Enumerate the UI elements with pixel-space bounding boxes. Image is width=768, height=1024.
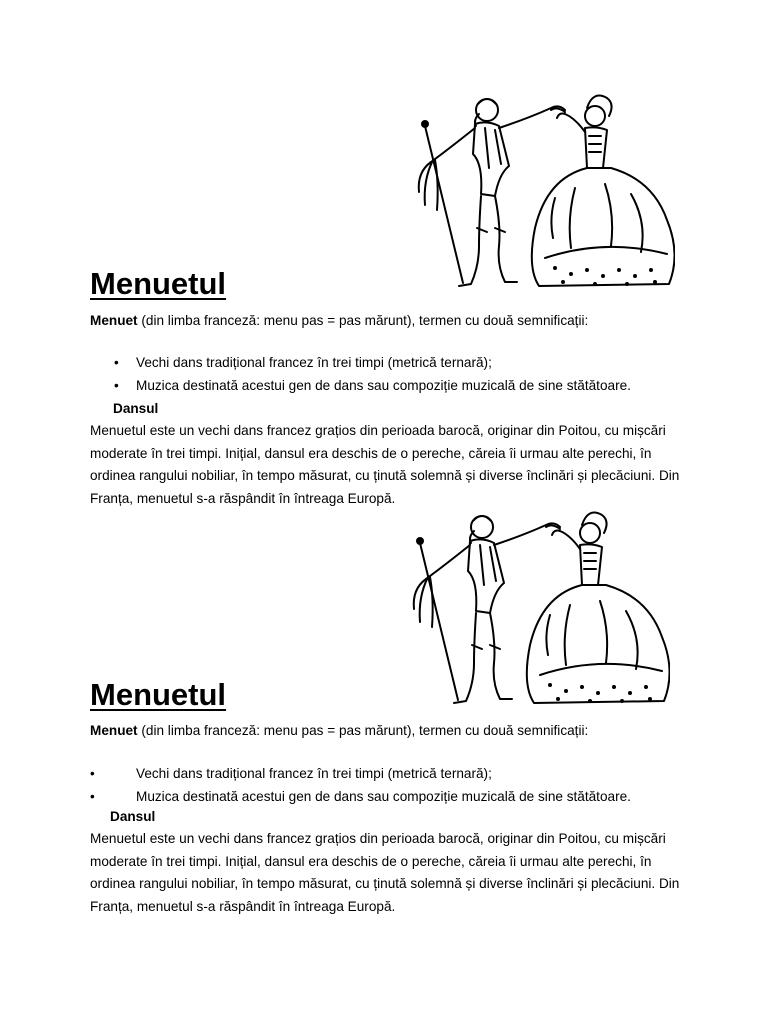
section-1-paragraph: Menuetul este un vechi dans francez grațios din perioada barocă, originar din Poitou, cu mișcări moderate în trei timpi. Inițial, dansul era deschis de o pereche, căreia îi urmau alte perechi, în ordinea rangului nobiliar, în tempo măsurat, cu ținută solemnă și diverse înclinări și plecăciuni. Din Franța, menuetul s-a răspândit în întreaga Europă. bbox=[90, 423, 680, 506]
bullet-text: Muzica destinată acestui gen de dans sau compoziție muzicală de sine stătătoare. bbox=[136, 789, 631, 804]
section-1-title: Menuetul bbox=[90, 266, 227, 301]
bullet-icon: • bbox=[90, 766, 95, 781]
section-2-subheading: Dansul bbox=[110, 809, 156, 824]
bullet-icon: • bbox=[114, 355, 119, 370]
section-2-paragraph: Menuetul este un vechi dans francez grațios din perioada barocă, originar din Poitou, cu mișcări moderate în trei timpi. Inițial, dansul era deschis de o pereche, căreia îi urmau alte perechi, în ordinea rangului nobiliar, în tempo măsurat, cu ținută solemnă și diverse înclinări și plecăciuni. Din Franța, menuetul s-a răspândit în întreaga Europă. bbox=[90, 831, 680, 914]
intro-rest: (din limba franceză: menu pas = pas mărunt), termen cu două semnificații: bbox=[137, 723, 589, 738]
section-1-intro bbox=[90, 310, 700, 333]
bullet-text: Vechi dans tradițional francez în trei timpi (metrică ternară); bbox=[136, 355, 492, 370]
minuet-dancers-illustration bbox=[400, 505, 670, 710]
section-1-subheading: Dansul bbox=[113, 401, 159, 416]
bullet-text: Muzica destinată acestui gen de dans sau compoziție muzicală de sine stătătoare. bbox=[136, 378, 631, 393]
bullet-icon: • bbox=[90, 789, 95, 804]
section-2-intro bbox=[90, 720, 700, 743]
intro-term: Menuet bbox=[90, 723, 138, 738]
section-2-title: Menuetul bbox=[90, 677, 227, 712]
bullet-icon: • bbox=[114, 378, 119, 393]
intro-rest: (din limba franceză: menu pas = pas mărunt), termen cu două semnificații: bbox=[137, 313, 589, 328]
intro-term: Menuet bbox=[90, 313, 138, 328]
minuet-dancers-illustration bbox=[405, 88, 675, 293]
bullet-text: Vechi dans tradițional francez în trei timpi (metrică ternară); bbox=[136, 766, 492, 781]
